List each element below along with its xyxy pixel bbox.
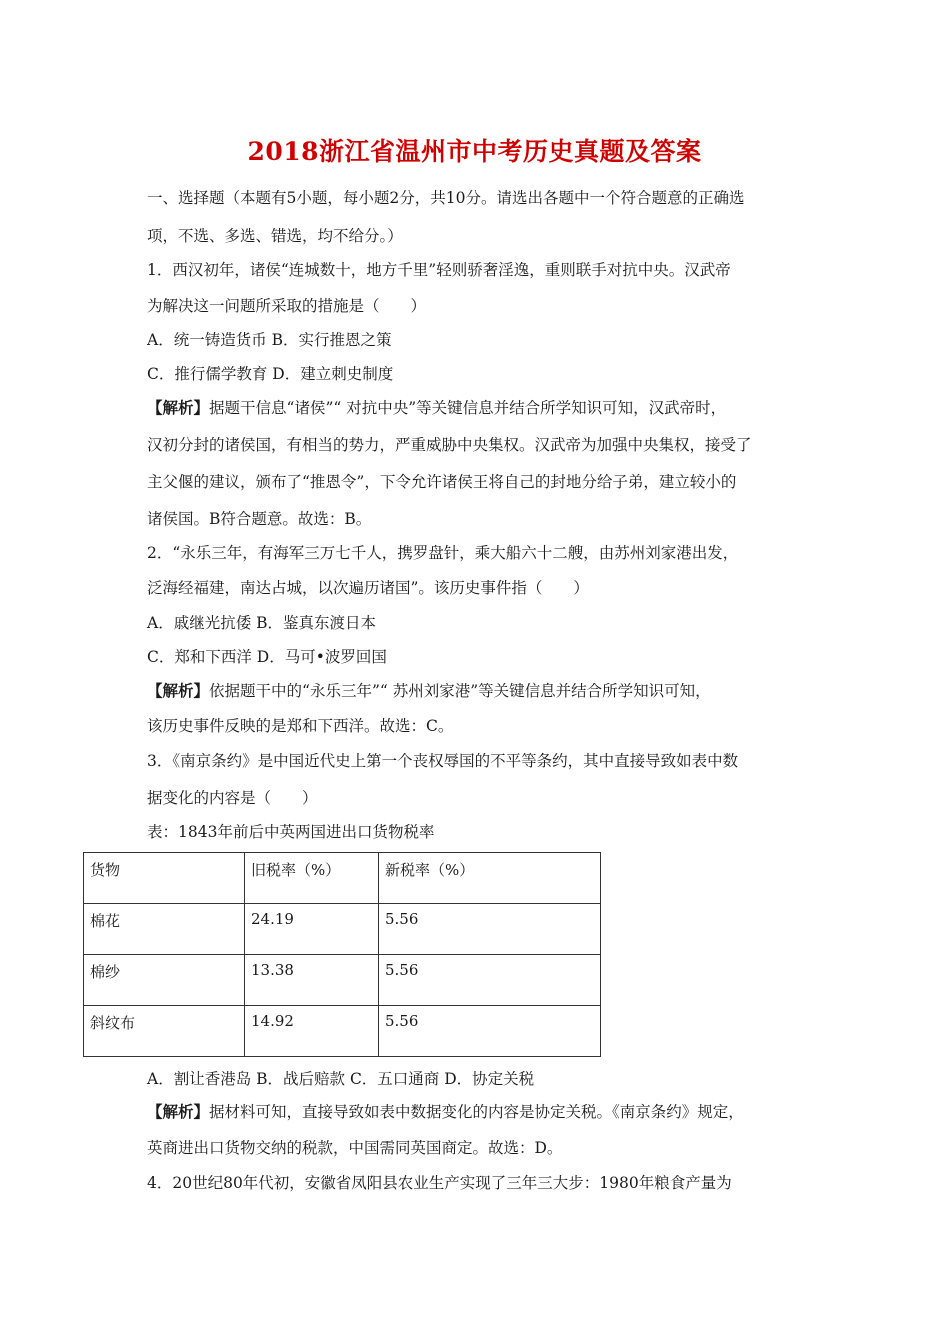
table-cell: 14.92 xyxy=(245,1006,379,1057)
options-line: A．戚继光抗倭 B．鉴真东渡日本 xyxy=(147,614,377,632)
table-row xyxy=(84,955,601,1006)
analysis-line: 该历史事件反映的是郑和下西洋。故选：C。 xyxy=(147,717,454,735)
analysis-line: 汉初分封的诸侯国，有相当的势力，严重威胁中央集权。汉武帝为加强中央集权，接受了 xyxy=(147,436,752,454)
analysis-text: 据材料可知，直接导致如表中数据变化的内容是协定关税。《南京条约》规定， xyxy=(209,1103,744,1121)
instruction-line: 一、选择题（本题有5小题，每小题2分，共10分。请选出各题中一个符合题意的正确选 xyxy=(147,189,745,207)
page-title: 2018浙江省温州市中考历史真题及答案 xyxy=(247,137,702,166)
analysis-line: 英商进出口货物交纳的税款，中国需同英国商定。故选：D。 xyxy=(147,1139,563,1157)
options-line: C．推行儒学教育 D．建立刺史制度 xyxy=(147,365,394,383)
table-cell: 棉纱 xyxy=(84,955,245,1006)
tax-rate-table xyxy=(83,852,601,1057)
table-header-cell: 货物 xyxy=(84,853,245,904)
table-row xyxy=(84,904,601,955)
analysis-line: 主父偃的建议，颁布了“推恩令”，下令允许诸侯王将自己的封地分给子弟，建立较小的 xyxy=(147,473,737,491)
analysis-tag: 【解析】 xyxy=(147,398,210,417)
table-cell: 5.56 xyxy=(379,955,601,1006)
table-cell: 5.56 xyxy=(379,1006,601,1057)
instruction-line: 项，不选、多选、错选，均不给分。） xyxy=(147,227,403,245)
table-header-cell: 新税率（%） xyxy=(379,853,601,904)
analysis-line: 诸侯国。B符合题意。故选：B。 xyxy=(147,510,372,528)
options-line: A．统一铸造货币 B．实行推恩之策 xyxy=(147,331,392,349)
analysis-line xyxy=(147,398,726,418)
question-stem: 据变化的内容是（ ） xyxy=(147,789,318,807)
table-cell: 5.56 xyxy=(379,904,601,955)
analysis-tag: 【解析】 xyxy=(147,1102,210,1121)
question-stem: 2．“永乐三年，有海军三万七千人，携罗盘针，乘大船六十二艘，由苏州刘家港出发， xyxy=(147,544,739,562)
table-cell: 24.19 xyxy=(245,904,379,955)
table-caption: 表：1843年前后中英两国进出口货物税率 xyxy=(147,823,435,841)
table-cell: 13.38 xyxy=(245,955,379,1006)
analysis-line xyxy=(147,681,711,701)
table-row xyxy=(84,1006,601,1057)
options-line: A．割让香港岛 B．战后赔款 C．五口通商 D．协定关税 xyxy=(147,1070,535,1088)
question-stem: 3．《南京条约》是中国近代史上第一个丧权辱国的不平等条约，其中直接导致如表中数 xyxy=(147,752,739,770)
table-cell: 棉花 xyxy=(84,904,245,955)
analysis-text: 依据题干中的“永乐三年”“ 苏州刘家港”等关键信息并结合所学知识可知， xyxy=(209,682,711,700)
question-stem: 为解决这一问题所采取的措施是（ ） xyxy=(147,297,427,315)
table-header-row xyxy=(84,853,601,904)
analysis-tag: 【解析】 xyxy=(147,681,210,700)
table-cell: 斜纹布 xyxy=(84,1006,245,1057)
table-header-cell: 旧税率（%） xyxy=(245,853,379,904)
options-line: C．郑和下西洋 D．马可•波罗回国 xyxy=(147,648,387,666)
question-stem: 1．西汉初年，诸侯“连城数十，地方千里”轻则骄奢淫逸，重则联手对抗中央。汉武帝 xyxy=(147,261,731,279)
analysis-text: 据题干信息“诸侯”“ 对抗中央”等关键信息并结合所学知识可知，汉武帝时， xyxy=(209,399,727,417)
question-stem: 4．20世纪80年代初，安徽省凤阳县农业生产实现了三年三大步：1980年粮食产量为 xyxy=(147,1174,732,1192)
analysis-line xyxy=(147,1102,744,1122)
question-stem: 泛海经福建，南达占城，以次遍历诸国”。该历史事件指（ ） xyxy=(147,579,589,597)
